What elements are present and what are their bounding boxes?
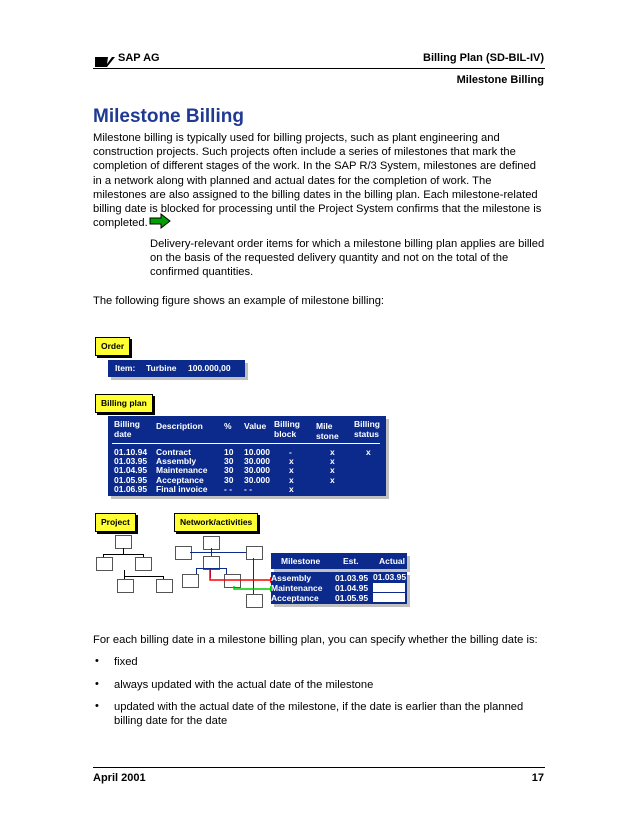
billing-cell-mile: x (330, 474, 335, 485)
billing-cell-block: x (289, 483, 294, 494)
col-billing-block: Billing block (274, 419, 300, 439)
intro-paragraph: Milestone billing is typically used for billing projects, such as plant engineering and construction projects. Such projects often include a series of milestones that mark the completion of different stages of the work. In the SAP R/3 System, milestones are defined in a network along with planned and actual dates for the completion of work. The milestones are also assigned to the billing dates in the billing plan. Each milestone-related billing date is blocked for processing until the Project System confirms that the milestone is completed. (93, 132, 542, 230)
ms-col-milestone: Milestone (281, 556, 321, 566)
milestone-table (271, 572, 407, 604)
bullet-item: fixed (114, 656, 138, 668)
item-label: Item: (115, 363, 136, 373)
col-billing-status: Billing status (354, 419, 380, 439)
milestone-actual-field: 01.03.95 (373, 572, 407, 582)
milestone-cell-est: 01.03.95 (335, 573, 369, 583)
billing-cell-value: 30.000 (244, 456, 270, 467)
billing-cell-mile: x (330, 447, 335, 457)
milestone-actual-field (373, 583, 405, 592)
header-section: Milestone Billing (456, 74, 544, 86)
milestone-cell-est: 01.05.95 (335, 593, 369, 603)
billing-cell-date: 01.10.94 (114, 447, 148, 457)
note-paragraph: Delivery-relevant order items for which a milestone billing plan applies are billed on the basis of the requested delivery quantity and not on the total of the confirmed quantities. (150, 238, 545, 279)
item-name: Turbine (146, 363, 177, 373)
billing-cell-value: 30.000 (244, 465, 270, 476)
billing-cell-pct: - - (224, 483, 233, 494)
billing-cell-block: x (289, 474, 294, 485)
col-milestone: Mile stone (316, 421, 339, 441)
billing-cell-date: 01.06.95 (114, 483, 148, 494)
page-number: 17 (531, 772, 544, 784)
billing-cell-value: 10.000 (244, 447, 270, 457)
milestone-cell-name: Assembly (271, 573, 312, 583)
billing-cell-date: 01.04.95 (114, 465, 148, 476)
bullet-icon: • (95, 655, 99, 667)
milestone-cell-name: Acceptance (271, 593, 319, 603)
milestone-actual-field (373, 593, 405, 602)
project-label: Project (95, 513, 136, 532)
billing-cell-status: x (366, 447, 371, 457)
bullet-icon: • (95, 700, 99, 712)
milestone-cell-est: 01.04.95 (335, 583, 369, 593)
billing-cell-block: - (289, 447, 292, 457)
billing-plan-label: Billing plan (95, 394, 153, 413)
outro-paragraph: For each billing date in a milestone billing plan, you can specify whether the billing date is: (93, 634, 538, 646)
item-value: 100.000,00 (188, 363, 231, 373)
col-billing-date: Billing date (114, 419, 140, 439)
billing-cell-pct: 30 (224, 465, 234, 476)
billing-cell-pct: 30 (224, 456, 234, 467)
footer-rule (93, 767, 545, 768)
header-doc-title: Billing Plan (SD-BIL-IV) (423, 52, 544, 64)
milestone-cell-name: Maintenance (271, 583, 323, 593)
header-company: SAP AG (118, 52, 160, 64)
bullet-icon: • (95, 678, 99, 690)
order-label: Order (95, 337, 130, 356)
billing-cell-desc: Maintenance (156, 465, 208, 476)
billing-cell-desc: Acceptance (156, 474, 204, 485)
col-value: Value (244, 421, 267, 431)
billing-cell-value: 30.000 (244, 474, 270, 485)
footer-date: April 2001 (93, 772, 146, 784)
billing-cell-mile: x (330, 456, 335, 467)
bullet-item: always updated with the actual date of the milestone (114, 679, 374, 691)
billing-cell-block: x (289, 465, 294, 476)
page-title: Milestone Billing (93, 106, 244, 127)
billing-cell-pct: 30 (224, 474, 234, 485)
network-label: Network/activities (174, 513, 258, 532)
bullet-item: updated with the actual date of the milestone, if the date is earlier than the planned billing date for the date (114, 701, 524, 728)
col-description: Description (156, 421, 203, 431)
col-percent: % (224, 421, 232, 431)
billing-cell-value: - - (244, 483, 253, 494)
ms-col-est: Est. (343, 556, 359, 566)
milestone-header (271, 553, 407, 569)
ms-col-actual: Actual (379, 556, 405, 566)
billing-cell-mile: x (330, 465, 335, 476)
billing-cell-date: 01.03.95 (114, 456, 148, 467)
billing-cell-block: x (289, 456, 294, 467)
billing-cell-pct: 10 (224, 447, 234, 457)
billing-cell-date: 01.05.95 (114, 474, 148, 485)
figure-intro: The following figure shows an example of milestone billing: (93, 295, 385, 307)
billing-cell-desc: Assembly (156, 456, 197, 467)
billing-cell-desc: Contract (156, 447, 191, 457)
billing-cell-desc: Final invoice (156, 483, 208, 494)
